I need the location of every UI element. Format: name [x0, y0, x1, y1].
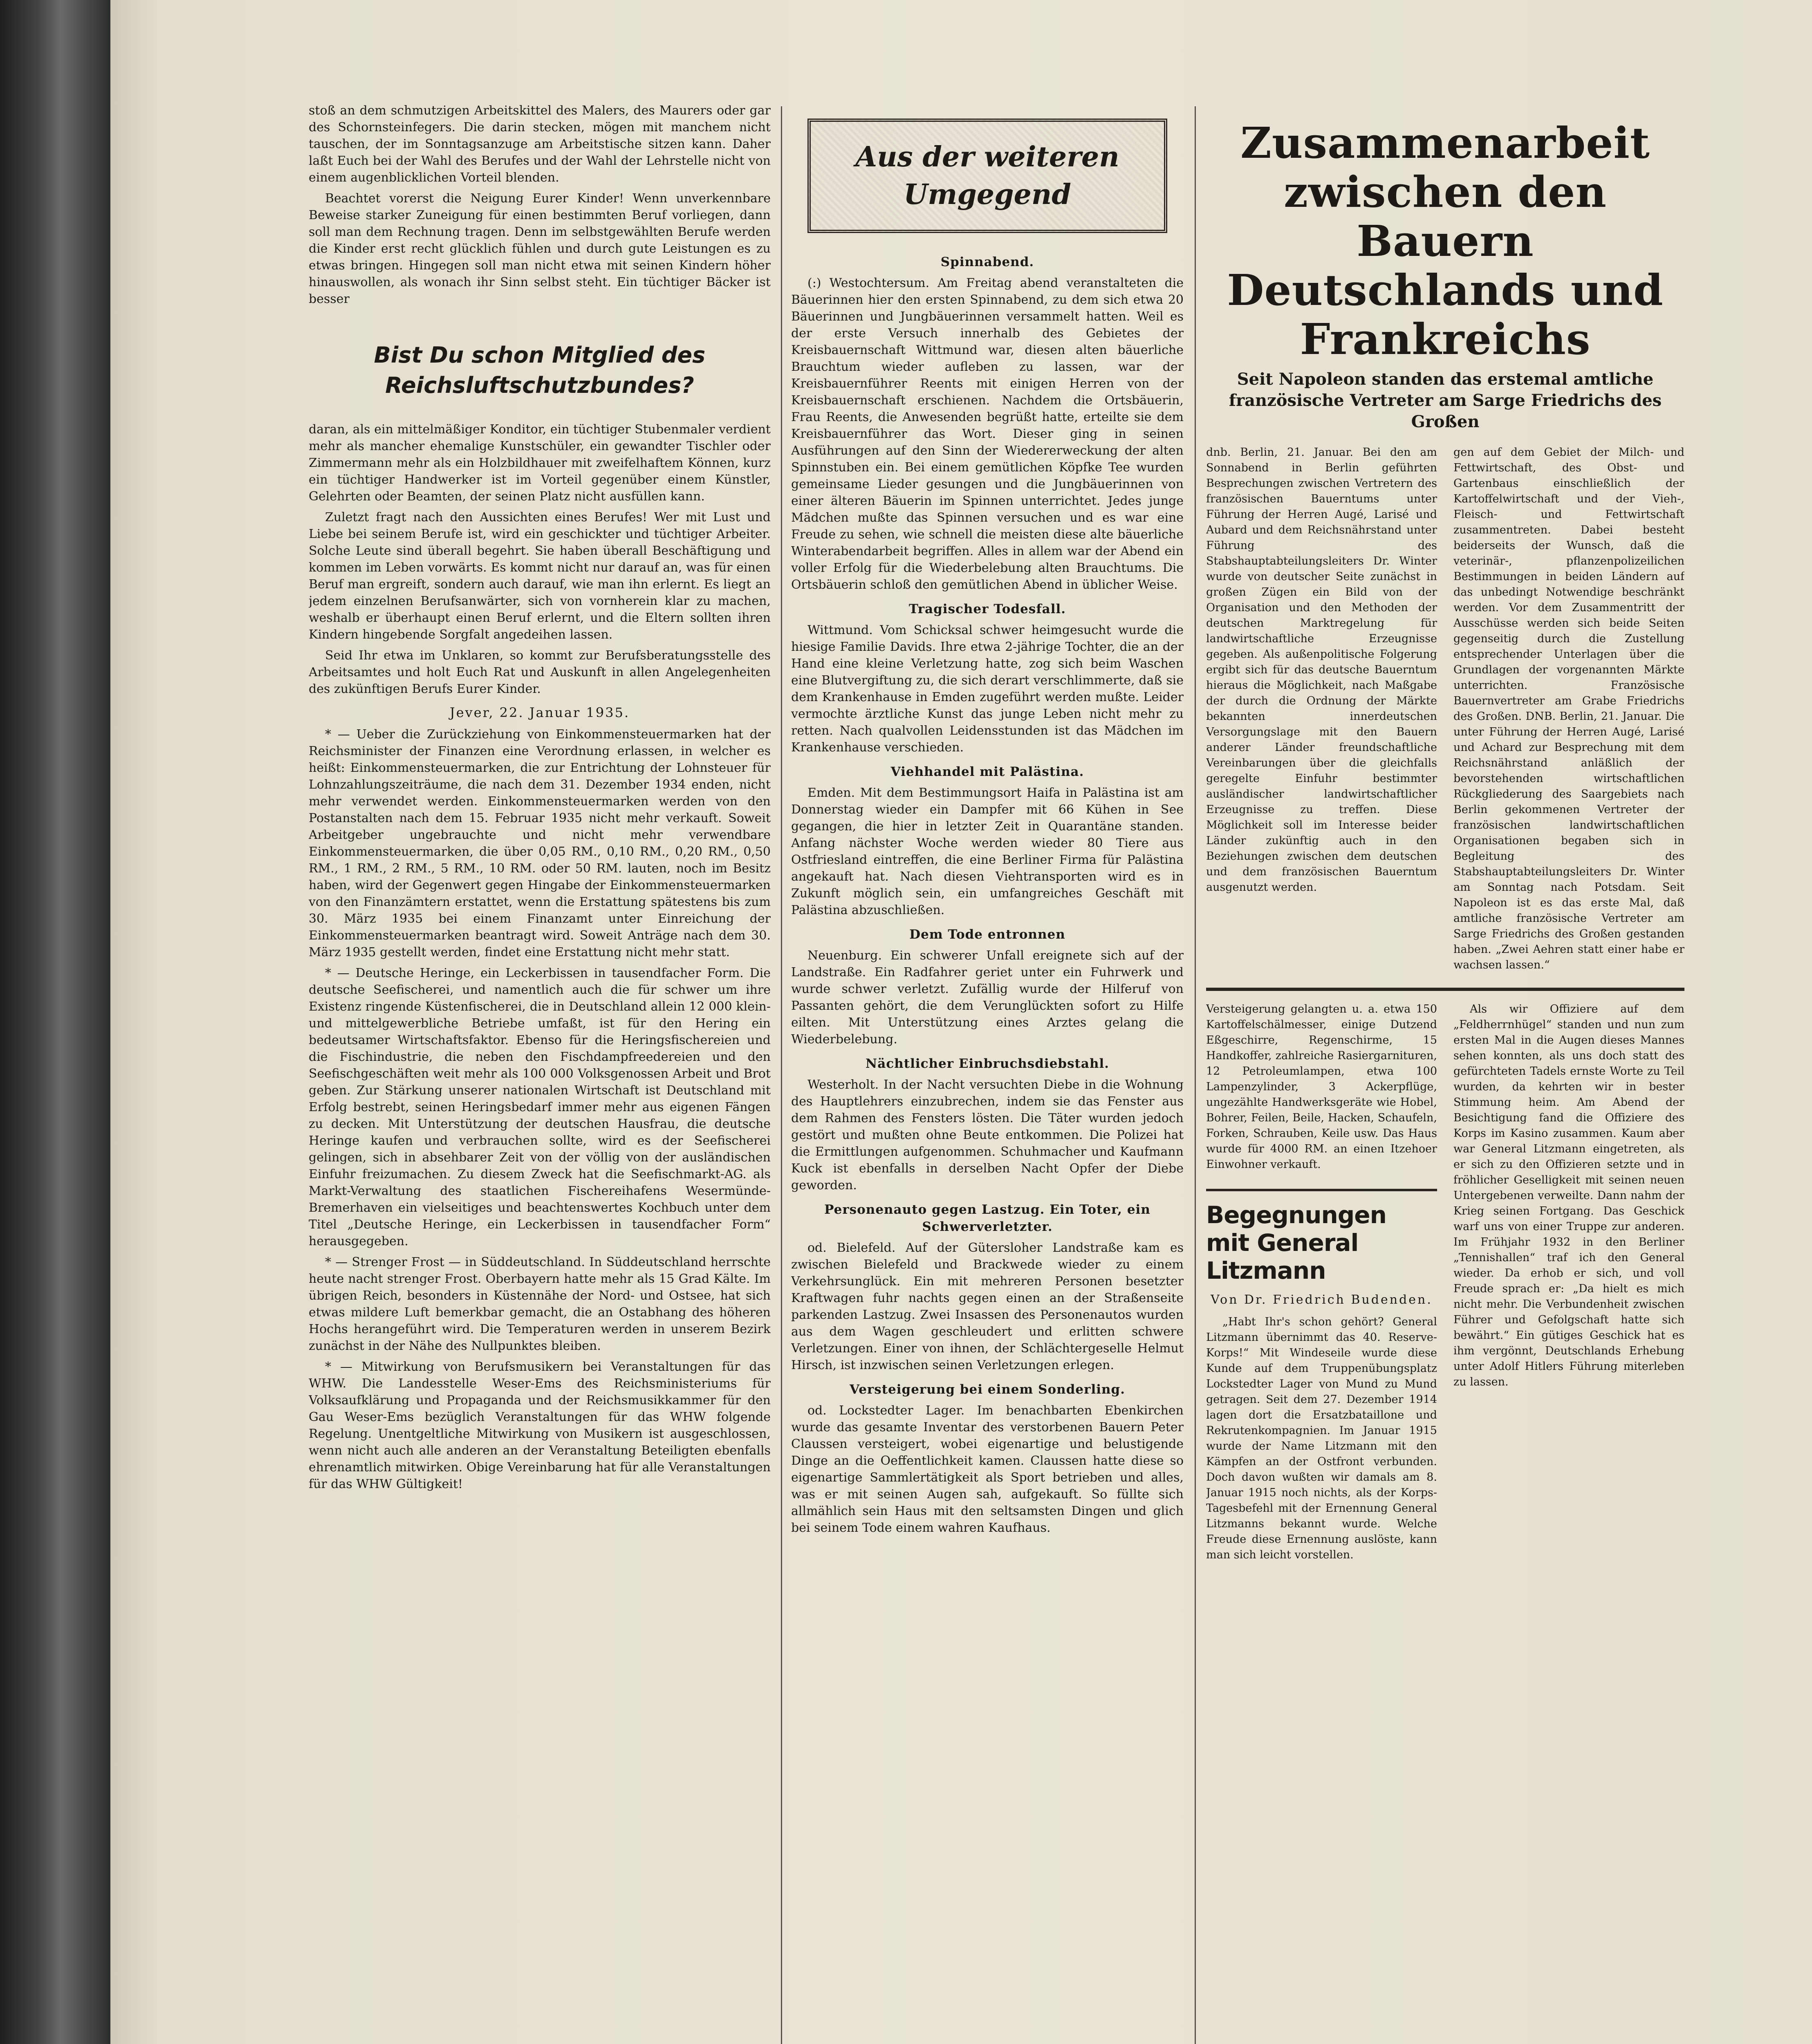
paragraph: gen auf dem Gebiet der Milch- und Fettwirtschaft, des Obst- und Gartenbaus einschließlich der Kartoffelwirtschaft und der Vieh-, Fleisch- und Fettwirtschaft zusammentreten. Dabei besteht beiderseits der Wunsch, daß die veterinär-, pflanzenpolizeilichen Bestimmungen in beiden Ländern auf das unbedingt Notwendige beschränkt werden. Vor dem Zusammentritt der Ausschüsse werden sich beide Seiten gegenseitig durch die Zustellung entsprechender Unterlagen über die Grundlagen der vorgenannten Märkte unterrichten. Französische Bauernvertreter am Grabe Friedrichs des Großen. DNB. Berlin, 21. Januar. Die unter Führung der Herren Augé, Larisé und Achard zur Besprechung mit dem Reichsnährstand anläßlich der bevorstehenden wirtschaftlichen Rückgliederung des Saargebiets nach Berlin gekommenen Vertreter der französischen landwirtschaftlichen Organisationen begaben sich in Begleitung des Stabshauptabteilungsleiters Dr. Winter am Sonntag nach Potsdam. Seit Napoleon ist es das erste Mal, daß amtliche französische Vertreter am Sarge Friedrichs des Großen gestanden haben. „Zwei Aehren statt einer habe er wachsen lassen.“ [1453, 446, 1684, 971]
section-banner [807, 119, 1167, 233]
rubric: Nächtlicher Einbruchsdiebstahl. [865, 1056, 1110, 1071]
news-item: * — Ueber die Zurückziehung von Einkommensteuermarken hat der Reichsminister der Finanzen eine Verordnung erlassen, in welcher es heißt: Einkommensteuermarken, die zur Entrichtung der Lohnsteuer für Lohnzahlungszeiträume, die nach dem 31. Dezember 1934 enden, nicht mehr verwendet werden. Einkommensteuermarken werden von den Postanstalten nach dem 15. Februar 1935 nicht mehr verkauft. Soweit Arbeitgeber ungebrauchte und nicht mehr verwendbare Einkommensteuermarken, die über 0,05 RM., 0,10 RM., 0,20 RM., 0,50 RM., 1 RM., 2 RM., 5 RM., 10 RM. oder 50 RM. lauten, noch im Besitz haben, wird der Gegenwert gegen Hingabe der Einkommensteuermarken von den Finanzämtern erstattet, wenn die Erstattung spätestens bis zum 30. März 1935 bei einem Finanzamt unter Einreichung der Einkommensteuermarken beantragt wird. Soweit Anträge nach dem 30. März 1935 gestellt werden, findet eine Erstattung nicht mehr statt. [309, 727, 771, 959]
intro-paragraph: stoß an dem schmutzigen Arbeitskittel des Malers, des Maurers oder gar des Schornsteinfegers. Die darin stecken, mögen mit manchem nicht tauschen, der im Sonntagsanzuge am Arbeitstische sitzen kann. Daher laßt Euch bei der Wahl des Berufes und der Wahl der Lehrstelle nicht von einem augenblicklichen Vorteil blenden. [309, 103, 771, 185]
news-item: * — Strenger Frost — in Süddeutschland. In Süddeutschland herrschte heute nacht strenger Frost. Oberbayern hatte mehr als 15 Grad Kälte. Im übrigen Reich, besonders in Küstennähe der Nord- und Ostsee, hat sich etwas mildere Luft bemerkbar gemacht, die an Ostabhang des höheren Hochs herangeführt wird. Die Temperaturen werden in unserem Bezirk zunächst in der Nähe des Nullpunktes bleiben. [309, 1255, 771, 1353]
column-middle [791, 102, 1184, 2044]
newspaper-page [110, 0, 1812, 2044]
rubric: Viehhandel mit Palästina. [890, 764, 1084, 779]
news-item: * — Mitwirkung von Berufsmusikern bei Veranstaltungen für das WHW. Die Landesstelle Weser-Ems des Reichsministeriums für Volksaufklärung und Propaganda und der Reichsmusikkammer für den Gau Weser-Ems bezüglich Veranstaltungen für das WHW folgende Regelung. Unentgeltliche Mitwirkung von Musikern ist ausgeschlossen, wenn nicht auch alle anderen an der Veranstaltung Beteiligten ebenfalls ehrenamtlich mitwirken. Obige Vereinbarung hat für alle Veranstaltungen für das WHW Gültigkeit! [309, 1360, 771, 1491]
paragraph: Zuletzt fragt nach den Aussichten eines Berufes! Wer mit Lust und Liebe bei seinem Berufe ist, wird ein geschickter und tüchtiger Arbeiter. Solche Leute sind überall begehrt. Sie haben überall Beschäftigung und kommen im Leben vorwärts. Es kommt nicht nur darauf an, was für einen Beruf man ergreift, sondern auch darauf, wie man ihn erlernt. Es liegt an jedem einzelnen Berufsanwärter, sich von vornherein klar zu machen, weshalb er überhaupt einen Beruf erlernt, und die Eltern sollten ihren Kindern hingebende Sorgfalt angedeihen lassen. [309, 510, 771, 642]
rubric: Personenauto gegen Lastzug. Ein Toter, ein Schwerverletzter. [824, 1202, 1150, 1234]
lower-article [1206, 1002, 1684, 1567]
lower-article-right [1453, 1002, 1684, 1567]
paragraph: Emden. Mit dem Bestimmungsort Haifa in Palästina ist am Donnerstag wieder ein Dampfer mit 66 Kühen in See gegangen, die hier in letzter Zeit in Quarantäne standen. Anfang nächster Woche werden wieder 80 Tiere aus Ostfriesland eintreffen, die eine Berliner Firma für Palästina angekauft hat. Nach diesen Viehtransporten wird es in Zukunft möglich sein, ein umfangreiches Geschäft mit Palästina abzuschließen. [791, 786, 1184, 917]
rubric: Tragischer Todesfall. [908, 602, 1066, 616]
paragraph: Wittmund. Vom Schicksal schwer heimgesucht wurde die hiesige Familie Davids. Ihre etwa 2-jährige Tochter, die an der Hand eine kleine Verletzung hatte, zog sich beim Waschen eine Blutvergiftung zu, die sich derart verschlimmerte, daß sie dem Krankenhause in Emden zugeführt werden mußte. Leider vermochte ärztliche Kunst das junge Leben nicht mehr zu retten. Nach qualvollen Leidensstunden ist das Mädchen im Krankenhause verschieden. [791, 623, 1184, 755]
article-heading: Bist Du schon Mitglied des Reichsluftschutzbundes? [374, 342, 706, 398]
rubric: Versteigerung bei einem Sonderling. [849, 1382, 1126, 1397]
rubric: Spinnabend. [940, 255, 1034, 269]
lead-article [1206, 445, 1684, 977]
lower-article-left [1206, 1002, 1437, 1567]
section-rule [1206, 988, 1684, 991]
lead-article-right [1453, 445, 1684, 977]
column-rule [1195, 106, 1196, 2044]
paragraph: Als wir Offiziere auf dem „Feldherrnhügel“ standen und nun zum ersten Mal in die Augen dieses Mannes sehen konnten, als uns doch statt des gefürchteten Tadels ernste Worte zu Teil wurden, da kehrten wir in bester Stimmung heim. Am Abend der Besichtigung fand die Offiziere des Korps im Kasino zusammen. Kaum aber war General Litzmann eingetreten, als er sich zu den Offizieren setzte und in fröhlicher Geselligkeit mit seinen neuen Untergebenen verweilte. Dann nahm der Krieg seinen Fortgang. Das Geschick warf uns von einer Truppe zur anderen. Im Frühjahr 1932 in den Berliner „Tennishallen“ traf ich den General wieder. Da erhob er sich, und voll Freude sprach er: „Da hielt es mich nicht mehr. Die Verbundenheit zwischen Führer und Gefolgschaft hatte sich bewährt.“ Ein gütiges Geschick hat es ihm vergönnt, Deutschlands Erhebung unter Adolf Hitlers Führung miterleben zu lassen. [1453, 1003, 1684, 1388]
paragraph: Westerholt. In der Nacht versuchten Diebe in die Wohnung des Hauptlehrers einzubrechen, indem sie das Fenster aus dem Rahmen des Fensters lösten. Die Täter wurden jedoch gestört und mußten ohne Beute entkommen. Die Polizei hat die Ermittlungen aufgenommen. Schuhmacher und Kaufmann Kuck ist ebenfalls in derselben Nacht Opfer der Diebe geworden. [791, 1078, 1184, 1192]
lead-article-left [1206, 445, 1437, 977]
paragraph: „Habt Ihr's schon gehört? General Litzmann übernimmt das 40. Reserve-Korps!“ Mit Windeseile wurde diese Kunde auf dem Truppenübungsplatz Lockstedter Lager von Mund zu Mund getragen. Seit dem 27. Dezember 1914 lagen dort die Ersatzbataillone und Rekrutenkompagnien. Im Januar 1915 wurde der Name Litzmann mit den Kämpfen an der Ostfront verbunden. Doch davon wußten wir damals am 8. Januar 1915 noch nichts, als der Korps-Tagesbefehl mit der Ernennung General Litzmanns bekannt wurde. Welche Freude diese Ernennung auslöste, kann man sich leicht vorstellen. [1206, 1316, 1437, 1561]
paragraph: od. Lockstedter Lager. Im benachbarten Ebenkirchen wurde das gesamte Inventar des verstorbenen Bauern Peter Claussen versteigert, wobei eigenartige und belustigende Dinge an die Oeffentlichkeit kamen. Claussen hatte diese so eigenartige Sammlertätigkeit als Sport betrieben und alles, was er mit seinen Augen sah, aufgekauft. So füllte sich allmählich sein Haus mit den seltsamsten Dingen und glich bei seinem Tode einem wahren Kaufhaus. [791, 1403, 1184, 1535]
paragraph: Neuenburg. Ein schwerer Unfall ereignete sich auf der Landstraße. Ein Radfahrer geriet unter ein Fuhrwerk und wurde schwer verletzt. Zufällig wurde der Hilferuf von Passanten gehört, die dem Verunglückten sofort zu Hilfe eilten. Mit Unterstützung eines Arztes gelang die Wiederbelebung. [791, 948, 1184, 1047]
paragraph: (:) Westochtersum. Am Freitag abend veranstalteten die Bäuerinnen hier den ersten Spinnabend, zu dem sich etwa 20 Bäuerinnen und Jungbäuerinnen versammelt hatten. Weil es der erste Versuch innerhalb des Gebietes der Kreisbauernschaft Wittmund war, diesen alten bäuerliche Brauchtum wieder aufleben zu lassen, war der Kreisbauernführer Reents mit einigen Herren von der Kreisbauernschaft erschienen. Nachdem die Ortsbäuerin, Frau Reents, die Anwesenden begrüßt hatte, erteilte sie dem Kreisbauernführer das Wort. Dieser ging in seinen Ausführungen auf den Sinn der Wiedererweckung der alten Spinnstuben ein. Bei einem gemütlichen Köpfke Tee wurden gemeinsame Lieder gesungen und die Jungbäuerinnen von einer älteren Bäuerin im Spinnen unterrichtet. Jedes junge Mädchen mußte das Spinnen versuchen und es war eine Freude zu sehen, wie schnell die meisten diese alte bäuerliche Winterabendarbeit begriffen. Alles in allem war der Abend ein voller Erfolg für die Wiederbelebung alten Brauchtums. Die Ortsbäuerin schloß den gemütlichen Abend in üblicher Weise. [791, 276, 1184, 592]
main-headline: Zusammenarbeit zwischen den Bauern Deutschlands und Frankreichs [1227, 118, 1664, 364]
headline-deck: Seit Napoleon standen das erstemal amtliche französische Vertreter am Sarge Friedrichs des Großen [1229, 370, 1662, 431]
column-rule [781, 106, 782, 2044]
news-item: * — Deutsche Heringe, ein Leckerbissen in tausendfacher Form. Die deutsche Seefischerei, und namentlich auch die für schwer um ihre Existenz ringende Küstenfischerei, die in Deutschland allein 12 000 klein- und mittelgewerbliche Betriebe umfaßt, ist für den Hering ein bedeutsamer Wirtschaftsfaktor. Ebenso für die Heringsfischereien und die Fischindustrie, die neben den Fischdampfreedereien und den Seefischgeschäften weit mehr als 100 000 Volksgenossen Arbeit und Brot geben. Zur Stärkung unserer nationalen Wirtschaft ist Deutschland mit Erfolg bestrebt, seinen Heringsbedarf immer mehr aus eigenen Fängen zu decken. Mit Unterstützung der deutschen Hausfrau, die deutsche Heringe kaufen und verbrauchen sollte, wird es der Seefischerei gelingen, sich in absehbarer Zeit von der völlig von der ausländischen Einfuhr freizumachen. Zu diesem Zweck hat die Seefischmarkt-AG. als Markt-Verwaltung des staatlichen Fischereihafens Wesermünde-Bremerhaven ein vielseitiges und beachtenswertes Kochbuch unter dem Titel „Deutsche Heringe, ein Leckerbissen in tausendfacher Form“ herausgegeben. [309, 966, 771, 1248]
column-right [1206, 102, 1684, 2044]
paragraph: Versteigerung gelangten u. a. etwa 150 Kartoffelschälmesser, einige Dutzend Eßgeschirre, Regenschirme, 15 Handkoffer, zahlreiche Rasiergarnituren, 12 Petroleumlampen, etwa 100 Lampenzylinder, 3 Ackerpflüge, ungezählte Handwerksgeräte wie Hobel, Bohrer, Feilen, Beile, Hacken, Schaufeln, Forken, Schrauben, Keile usw. Das Haus wurde für 4000 RM. an einen Itzehoer Einwohner verkauft. [1206, 1003, 1437, 1171]
byline: Von Dr. Friedrich Budenden. [1211, 1293, 1433, 1307]
dateline: Jever, 22. Januar 1935. [449, 705, 630, 720]
section-banner-title: Umgegend [904, 178, 1071, 211]
paragraph: daran, als ein mittelmäßiger Konditor, ein tüchtiger Stubenmaler verdient mehr als mancher ehemalige Kunstschüler, ein gewandter Tischler oder Zimmermann mehr als ein Holzbildhauer mit zweifelhaftem Können, kurz ein tüchtiger Handwerker ist im Vorteil gegenüber einem Künstler, Gelehrten oder Beamten, der seinen Platz nicht ausfüllen kann. [309, 422, 771, 504]
column-left [309, 102, 771, 2044]
article-heading: Begegnungen mit General Litzmann [1206, 1189, 1437, 1284]
paragraph: Beachtet vorerst die Neigung Eurer Kinder! Wenn unverkennbare Beweise starker Zuneigung für einen bestimmten Beruf vorliegen, dann soll man dem Rechnung tragen. Denn im selbstgewählten Berufe werden die Kinder erst recht glücklich fühlen und durch gute Leistungen es zu etwas bringen. Hingegen soll man nicht etwa mit seinen Kindern höher hinauswollen, als wonach ihr Sinn selbst steht. Ein tüchtiger Bäcker ist besser [309, 191, 771, 306]
paragraph: od. Bielefeld. Auf der Gütersloher Landstraße kam es zwischen Bielefeld und Brackwede wieder zu einem Verkehrsunglück. Ein mit mehreren Personen besetzter Kraftwagen fuhr nachts gegen einen an der Straßenseite parkenden Lastzug. Zwei Insassen des Personenautos wurden aus dem Wagen geschleudert und erlitten schwere Verletzungen. Einer von ihnen, der Schlächtergeselle Helmut Hirsch, ist inzwischen seinen Verletzungen erlegen. [791, 1241, 1184, 1372]
book-spine [0, 0, 110, 2044]
paragraph: dnb. Berlin, 21. Januar. Bei den am Sonnabend in Berlin geführten Besprechungen zwischen Vertretern des französischen Bauerntums unter Führung der Herren Augé, Larisé und Aubard und dem Reichsnährstand unter Führung des Stabshauptabteilungsleiters Dr. Winter wurde von deutscher Seite zunächst in großen Zügen ein Bild von der Organisation und den Methoden der deutschen Marktregelung für landwirtschaftliche Erzeugnisse gegeben. Als außenpolitische Folgerung ergibt sich für das deutsche Bauerntum hieraus die Möglichkeit, nach Maßgabe der durch die Ordnung der Märkte bekannten innerdeutschen Versorgungslage mit den Bauern anderer Länder freundschaftliche Vereinbarungen über die gleichfalls geregelte Einfuhr bestimmter ausländischer landwirtschaftlicher Erzeugnisse zu treffen. Diese Möglichkeit soll im Interesse beider Länder zukünftig auch in den Beziehungen zwischen dem deutschen und dem französischen Bauerntum ausgenutzt werden. [1206, 446, 1437, 894]
paragraph: Seid Ihr etwa im Unklaren, so kommt zur Berufsberatungsstelle des Arbeitsamtes und holt Euch Rat und Auskunft in allen Angelegenheiten des zukünftigen Berufs Eurer Kinder. [309, 648, 771, 696]
rubric: Dem Tode entronnen [909, 927, 1065, 942]
section-banner-title: Aus der weiteren [855, 141, 1119, 173]
